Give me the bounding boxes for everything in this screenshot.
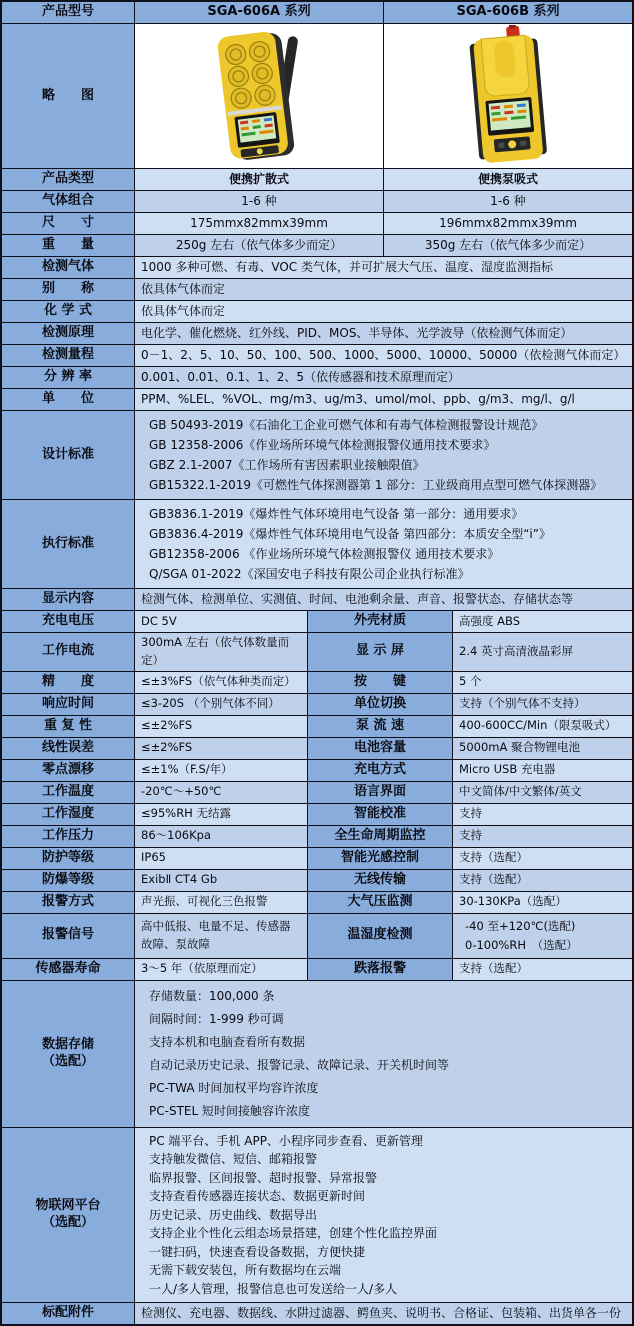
display-content-value: 检测气体、检测单位、实测值、时间、电池剩余量、声音、报警状态、存储状态等 xyxy=(134,589,632,610)
spec-row-alias xyxy=(2,278,632,300)
design-std-line: GB15322.1-2019《可燃性气体探测器第 1 部分：工业级商用点型可燃气体探测器》 xyxy=(149,478,603,492)
explosion-proof-label-2: 无线传输 xyxy=(307,870,452,891)
column-header-model-header-2: SGA-606B 系列 xyxy=(383,2,632,23)
work-humidity-label-1: 工作湿度 xyxy=(2,804,134,825)
device-sga-606b-image xyxy=(384,25,632,167)
spec-row-display-content xyxy=(2,588,632,610)
response-time-label-2: 单位切换 xyxy=(307,694,452,715)
data-storage-line: 间隔时间：1-999 秒可调 xyxy=(149,1011,284,1026)
alarm-mode-label-2: 大气压监测 xyxy=(307,892,452,913)
device-sga-606a-image xyxy=(135,25,383,167)
charge-voltage-label-2: 外壳材质 xyxy=(307,611,452,632)
column-header-model-header-1: SGA-606A 系列 xyxy=(134,2,383,23)
work-humidity-value-2: 支持 xyxy=(452,804,632,825)
explosion-proof-value-1: ExibⅡ CT4 Gb xyxy=(134,870,307,891)
iot-platform-label xyxy=(2,1128,134,1303)
chem-formula-value: 依具体气体而定 xyxy=(134,301,632,322)
exec-std-value xyxy=(134,500,632,588)
charge-voltage-label-1: 充电电压 xyxy=(2,611,134,632)
gas-combo-value-1: 1-6 种 xyxy=(383,191,632,212)
spec-row-work-current xyxy=(2,632,632,671)
product-type-label: 产品类型 xyxy=(2,169,134,190)
alarm-signal-value-1: 高中低报、电量不足、传感器故障、泵故障 xyxy=(134,914,307,958)
work-current-label-2: 显 示 屏 xyxy=(307,633,452,671)
response-time-label-1: 响应时间 xyxy=(2,694,134,715)
spec-row-range xyxy=(2,344,632,366)
alarm-mode-value-2: 30-130KPa（选配） xyxy=(452,892,632,913)
work-temp-label-2: 语言界面 xyxy=(307,782,452,803)
protection-level-label-2: 智能光感控制 xyxy=(307,848,452,869)
spec-row-iot-platform xyxy=(2,1127,632,1303)
accuracy-value-1: ≤±3%FS（依气体种类而定） xyxy=(134,672,307,693)
spec-row-resolution xyxy=(2,366,632,388)
alias-value: 依具体气体而定 xyxy=(134,279,632,300)
work-current-label-1: 工作电流 xyxy=(2,633,134,671)
spec-row-model-header xyxy=(2,2,632,23)
linearity-value-2: 5000mA 聚合物锂电池 xyxy=(452,738,632,759)
design-std-line: GBZ 2.1-2007《工作场所有害因素职业接触限值》 xyxy=(149,458,425,472)
charge-voltage-value-1: DC 5V xyxy=(134,611,307,632)
explosion-proof-value-2: 支持（选配） xyxy=(452,870,632,891)
data-storage-value xyxy=(134,981,632,1127)
data-storage-line: 存储数量：100,000 条 xyxy=(149,988,275,1003)
accuracy-label-1: 精 度 xyxy=(2,672,134,693)
design-std-label: 设计标准 xyxy=(2,411,134,499)
spec-row-data-storage xyxy=(2,980,632,1127)
iot-platform-lines xyxy=(141,1129,626,1302)
spec-row-design-std xyxy=(2,410,632,499)
protection-level-label-1: 防护等级 xyxy=(2,848,134,869)
data-storage-line: 自动记录历史记录、报警记录、故障记录、开关机时间等 xyxy=(149,1057,450,1072)
zero-drift-value-1: ≤±1%（F.S/年） xyxy=(134,760,307,781)
spec-row-alarm-signal xyxy=(2,913,632,958)
iot-platform-line: 支持触发微信、短信、邮箱报警 xyxy=(149,1152,318,1167)
design-std-line: GB 50493-2019《石油化工企业可燃气体和有毒气体检测报警设计规范》 xyxy=(149,418,544,432)
model-header-label: 产品型号 xyxy=(2,2,134,23)
weight-value-1: 350g 左右（依气体多少而定） xyxy=(383,235,632,256)
response-time-value-2: 支持（个别气体不支持） xyxy=(452,694,632,715)
product-type-value-1: 便携泵吸式 xyxy=(383,169,632,190)
accessories-label: 标配附件 xyxy=(2,1303,134,1324)
repeatability-label-1: 重 复 性 xyxy=(2,716,134,737)
work-pressure-value-1: 86～106Kpa xyxy=(134,826,307,847)
accuracy-label-2: 按 键 xyxy=(307,672,452,693)
device-sga-606a-cell xyxy=(134,24,383,168)
spec-row-work-temp xyxy=(2,781,632,803)
spec-row-alarm-mode xyxy=(2,891,632,913)
exec-std-line: GB3836.1-2019《爆炸性气体环境用电气设备 第一部分：通用要求》 xyxy=(149,507,524,521)
spec-row-chem-formula xyxy=(2,300,632,322)
spec-row-principle xyxy=(2,322,632,344)
sensor-life-value-1: 3～5 年（依原理而定） xyxy=(134,959,307,980)
work-current-value-1: 300mA 左右（依气体数量而定） xyxy=(134,633,307,671)
linearity-label-1: 线性误差 xyxy=(2,738,134,759)
range-label: 检测量程 xyxy=(2,345,134,366)
spec-row-detect-gas xyxy=(2,256,632,278)
alarm-signal-value-2 xyxy=(452,914,632,958)
gas-combo-value-0: 1-6 种 xyxy=(134,191,383,212)
range-value: 0－1、2、5、10、50、100、500、1000、5000、10000、50000（依检测气体而定） xyxy=(134,345,632,366)
data-storage-label-line: （选配） xyxy=(41,1053,94,1069)
spec-row-linearity xyxy=(2,737,632,759)
data-storage-label-line: 数据存储 xyxy=(41,1036,94,1052)
zero-drift-value-2: Micro USB 充电器 xyxy=(452,760,632,781)
exec-std-lines xyxy=(141,501,626,587)
spec-row-product-type xyxy=(2,168,632,190)
design-std-value xyxy=(134,411,632,499)
spec-row-explosion-proof xyxy=(2,869,632,891)
iot-platform-line: 无需下载安装包，所有数据均在云端 xyxy=(149,1263,342,1278)
alarm-signal-value-2-line: 0-100%RH （选配） xyxy=(465,937,578,952)
product-type-value-0: 便携扩散式 xyxy=(134,169,383,190)
repeatability-value-2: 400-600CC/Min（限泵吸式） xyxy=(452,716,632,737)
resolution-value: 0.001、0.01、0.1、1、2、5（依传感器和技术原理而定） xyxy=(134,367,632,388)
resolution-label: 分 辨 率 xyxy=(2,367,134,388)
spec-row-units xyxy=(2,388,632,410)
dimensions-label: 尺 寸 xyxy=(2,213,134,234)
work-temp-value-2: 中文简体/中文繁体/英文 xyxy=(452,782,632,803)
explosion-proof-label-1: 防爆等级 xyxy=(2,870,134,891)
iot-platform-label-line: （选配） xyxy=(41,1214,94,1230)
spec-row-weight xyxy=(2,234,632,256)
gas-combo-label: 气体组合 xyxy=(2,191,134,212)
units-value: PPM、%LEL、%VOL、mg/m3、ug/m3、umol/mol、ppb、g/m3、mg/l、g/l xyxy=(134,389,632,410)
iot-platform-line: 一键扫码，快速查看设备数据，方便快捷 xyxy=(149,1244,366,1259)
iot-platform-line: 临界报警、区间报警、超时报警、异常报警 xyxy=(149,1170,378,1185)
spec-row-repeatability xyxy=(2,715,632,737)
alarm-mode-value-1: 声光振、可视化三色报警 xyxy=(134,892,307,913)
work-pressure-label-1: 工作压力 xyxy=(2,826,134,847)
linearity-value-1: ≤±2%FS xyxy=(134,738,307,759)
alarm-signal-label-2: 温湿度检测 xyxy=(307,914,452,958)
work-pressure-label-2: 全生命周期监控 xyxy=(307,826,452,847)
spec-row-protection-level xyxy=(2,847,632,869)
design-std-lines xyxy=(141,412,626,498)
data-storage-label xyxy=(2,981,134,1127)
weight-label: 重 量 xyxy=(2,235,134,256)
spec-row-work-humidity xyxy=(2,803,632,825)
exec-std-line: GB12358-2006 《作业场所环境气体检测报警仪 通用技术要求》 xyxy=(149,547,500,561)
spec-row-sensor-life xyxy=(2,958,632,980)
work-temp-value-1: -20℃～+50℃ xyxy=(134,782,307,803)
protection-level-value-1: IP65 xyxy=(134,848,307,869)
spec-row-accessories xyxy=(2,1302,632,1324)
dimensions-value-0: 175mmx82mmx39mm xyxy=(134,213,383,234)
display-content-label: 显示内容 xyxy=(2,589,134,610)
protection-level-value-2: 支持（选配） xyxy=(452,848,632,869)
spec-row-dimensions xyxy=(2,212,632,234)
zero-drift-label-2: 充电方式 xyxy=(307,760,452,781)
spec-row-exec-std xyxy=(2,499,632,588)
alarm-mode-label-1: 报警方式 xyxy=(2,892,134,913)
design-std-line: GB 12358-2006《作业场所环境气体检测报警仪通用技术要求》 xyxy=(149,438,496,452)
sensor-life-label-1: 传感器寿命 xyxy=(2,959,134,980)
spec-row-charge-voltage xyxy=(2,610,632,632)
iot-platform-value xyxy=(134,1128,632,1303)
accuracy-value-2: 5 个 xyxy=(452,672,632,693)
work-humidity-label-2: 智能校准 xyxy=(307,804,452,825)
units-label: 单 位 xyxy=(2,389,134,410)
exec-std-line: Q/SGA 01-2022《深国安电子科技有限公司企业执行标准》 xyxy=(149,567,470,581)
data-storage-lines xyxy=(141,982,626,1126)
exec-std-label: 执行标准 xyxy=(2,500,134,588)
exec-std-line: GB3836.4-2019《爆炸性气体环境用电气设备 第四部分：本质安全型“i”》 xyxy=(149,527,551,541)
detect-gas-label: 检测气体 xyxy=(2,257,134,278)
repeatability-label-2: 泵 流 速 xyxy=(307,716,452,737)
iot-platform-line: 一人/多人管理，报警信息也可发送给一人/多人 xyxy=(149,1281,398,1296)
response-time-value-1: ≤3-20S （个别气体不同） xyxy=(134,694,307,715)
repeatability-value-1: ≤±2%FS xyxy=(134,716,307,737)
alias-label: 别 称 xyxy=(2,279,134,300)
accessories-value: 检测仪、充电器、数据线、水阱过滤器、鳄鱼夹、说明书、合格证、包装箱、出货单各一份 xyxy=(134,1303,632,1324)
weight-value-0: 250g 左右（依气体多少而定） xyxy=(134,235,383,256)
spec-row-work-pressure xyxy=(2,825,632,847)
data-storage-line: PC-STEL 短时间接触容许浓度 xyxy=(149,1103,310,1118)
linearity-label-2: 电池容量 xyxy=(307,738,452,759)
iot-platform-line: 支持查看传感器连接状态、数据更新时间 xyxy=(149,1189,366,1204)
sensor-life-value-2: 支持（选配） xyxy=(452,959,632,980)
work-current-value-2: 2.4 英寸高清液晶彩屏 xyxy=(452,633,632,671)
spec-row-gas-combo xyxy=(2,190,632,212)
data-storage-line: 支持本机和电脑查看所有数据 xyxy=(149,1034,306,1049)
alarm-signal-label-1: 报警信号 xyxy=(2,914,134,958)
chem-formula-label: 化 学 式 xyxy=(2,301,134,322)
iot-platform-line: 历史记录、历史曲线、数据导出 xyxy=(149,1207,318,1222)
spec-row-sketch xyxy=(2,23,632,168)
principle-value: 电化学、催化燃烧、红外线、PID、MOS、半导体、光学波导（依检测气体而定） xyxy=(134,323,632,344)
data-storage-line: PC-TWA 时间加权平均容许浓度 xyxy=(149,1080,319,1095)
iot-platform-line: PC 端平台、手机 APP、小程序同步查看、更新管理 xyxy=(149,1133,423,1148)
device-sga-606b-cell xyxy=(383,24,632,168)
work-humidity-value-1: ≤95%RH 无结露 xyxy=(134,804,307,825)
spec-row-zero-drift xyxy=(2,759,632,781)
zero-drift-label-1: 零点漂移 xyxy=(2,760,134,781)
work-temp-label-1: 工作温度 xyxy=(2,782,134,803)
spec-row-accuracy xyxy=(2,671,632,693)
detect-gas-value: 1000 多种可燃、有毒、VOC 类气体，并可扩展大气压、温度、湿度监测指标 xyxy=(134,257,632,278)
charge-voltage-value-2: 高强度 ABS xyxy=(452,611,632,632)
iot-platform-label-line: 物联网平台 xyxy=(35,1197,101,1213)
sketch-label: 略 图 xyxy=(2,24,134,168)
sensor-life-label-2: 跌落报警 xyxy=(307,959,452,980)
alarm-signal-value-2-lines xyxy=(459,915,626,957)
principle-label: 检测原理 xyxy=(2,323,134,344)
alarm-signal-value-2-line: -40 至+120℃(选配) xyxy=(465,918,576,933)
dimensions-value-1: 196mmx82mmx39mm xyxy=(383,213,632,234)
iot-platform-line: 支持企业个性化云组态场景搭建，创建个性化监控界面 xyxy=(149,1226,438,1241)
work-pressure-value-2: 支持 xyxy=(452,826,632,847)
spec-row-response-time xyxy=(2,693,632,715)
